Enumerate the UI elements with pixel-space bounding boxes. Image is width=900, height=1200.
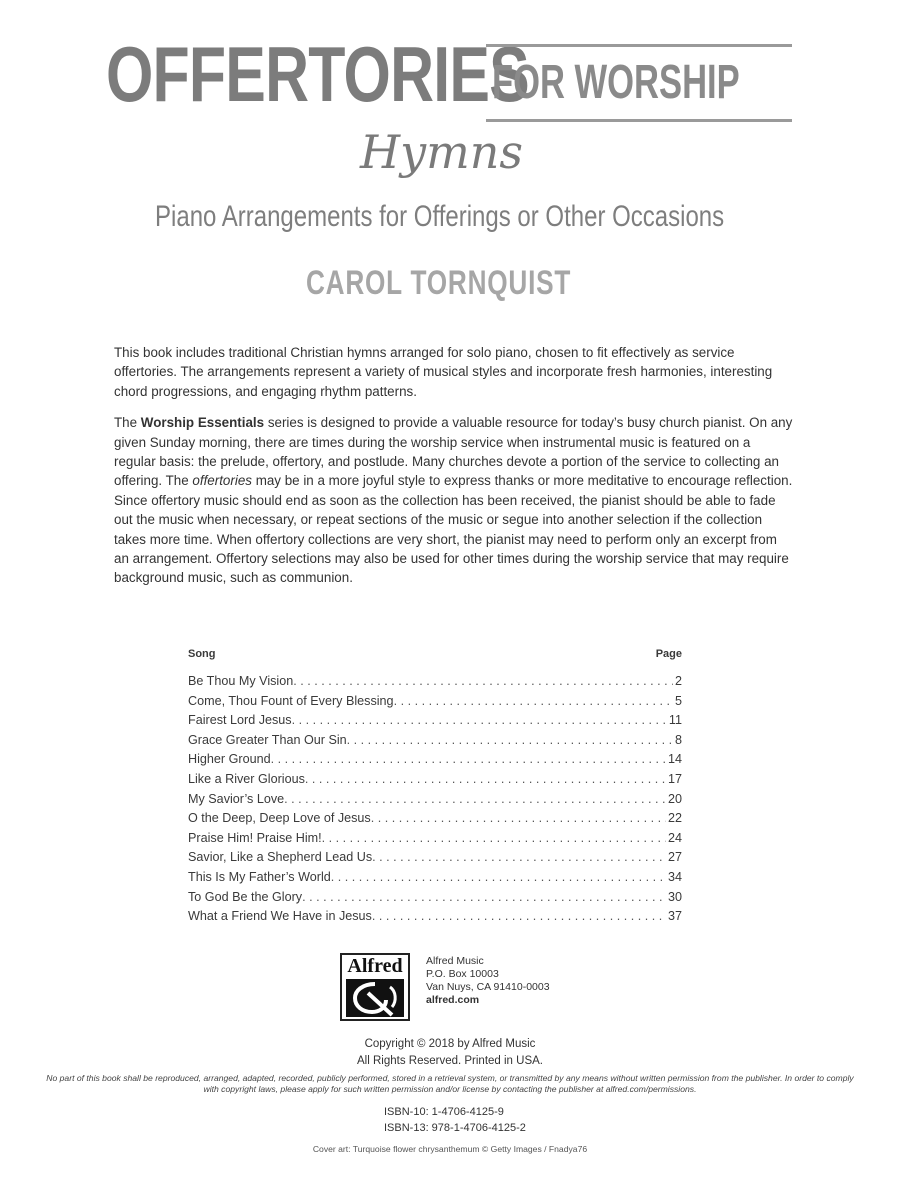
toc-page-number: 17 — [667, 771, 682, 786]
toc-song-title: Come, Thou Fount of Every Blessing — [188, 693, 394, 708]
publisher-city: Van Nuys, CA 91410-0003 — [426, 981, 550, 993]
isbn-13: ISBN-13: 978-1-4706-4125-2 — [384, 1122, 526, 1134]
toc-row — [188, 713, 682, 733]
copyright-notice — [0, 1036, 900, 1070]
toc-song-title: Be Thou My Vision — [188, 674, 294, 688]
title-for-worship: FOR WORSHIP — [492, 56, 740, 109]
toc-leader-dots — [284, 792, 666, 806]
table-of-contents — [188, 648, 682, 929]
alfred-logo-mark — [346, 979, 404, 1017]
toc-song-title: Grace Greater Than Our Sin — [188, 732, 347, 747]
toc-leader-dots — [394, 694, 673, 708]
toc-song-title: What a Friend We Have in Jesus — [188, 909, 372, 924]
subtitle-hymns: Hymns — [360, 125, 523, 179]
cover-header — [0, 0, 900, 310]
toc-page-header: Page — [655, 648, 682, 660]
toc-page-number: 14 — [667, 752, 682, 767]
toc-row — [188, 694, 682, 714]
toc-page-number: 2 — [674, 674, 682, 688]
publisher-name: Alfred Music — [426, 955, 484, 967]
copyright-line-2: All Rights Reserved. Printed in USA. — [357, 1055, 543, 1067]
toc-row — [188, 752, 682, 772]
intro-paragraph-1: This book includes traditional Christian hymns arranged for solo piano, chosen to fit effectively as service offertories. The arrangements represent a variety of musical styles and incorporate fresh harmonies, interesting chord progressions, and engaging rhythm patterns. — [114, 345, 773, 399]
toc-leader-dots — [372, 850, 666, 864]
toc-leader-dots — [305, 772, 666, 786]
toc-row — [188, 674, 682, 694]
toc-page-number: 8 — [674, 732, 682, 747]
title-offertories: OFFERTORIES — [106, 30, 529, 118]
author-name: CAROL TORNQUIST — [306, 264, 572, 302]
toc-leader-dots — [331, 870, 666, 884]
alfred-emblem-icon — [346, 979, 404, 1017]
toc-song-title: Savior, Like a Shepherd Lead Us — [188, 850, 373, 865]
legal-notice: No part of this book shall be reproduced, arranged, adapted, recorded, publicly performed, stored in a retrieval system, or transmitted by any means without written permission from the publisher. In order to comply with copyright laws, please apply for such written permission and/or license by contacting the publisher at alfred.com/permissions. — [46, 1073, 854, 1094]
publisher-block — [340, 953, 600, 1023]
tagline: Piano Arrangements for Offerings or Other Occasions — [155, 200, 725, 233]
toc-leader-dots — [322, 831, 666, 845]
toc-row — [188, 890, 682, 910]
intro-paragraph-2 — [114, 413, 794, 588]
publisher-address — [426, 955, 550, 1007]
toc-leader-dots — [271, 752, 666, 766]
title-for-worship-box — [486, 44, 792, 122]
intro-p2-lead: The — [114, 415, 141, 431]
toc-page-number: 24 — [667, 830, 682, 845]
toc-row — [188, 870, 682, 890]
toc-row — [188, 909, 682, 929]
toc-leader-dots — [372, 909, 666, 923]
toc-song-title: This Is My Father’s World — [188, 869, 331, 884]
toc-page-number: 11 — [668, 713, 682, 728]
toc-song-title: O the Deep, Deep Love of Jesus — [188, 811, 371, 826]
toc-song-title: Higher Ground — [188, 752, 271, 767]
toc-row — [188, 733, 682, 753]
publisher-website: alfred.com — [426, 994, 480, 1006]
toc-leader-dots — [302, 890, 666, 904]
alfred-logo-text: Alfred — [347, 955, 403, 977]
intro-p2-mid: series is designed to provide a valuable resource for today’s busy church pianist. On any given Sunday morning, there are times during the worship service when instrumental music is featured on a regular basis: the prelude, offertory, and postlude. Many churches devote a portion of the service to collecting an offering. The — [114, 415, 793, 489]
toc-song-title: Praise Him! Praise Him! — [188, 830, 322, 845]
isbn-block — [384, 1104, 526, 1136]
toc-row — [188, 850, 682, 870]
toc-leader-dots — [293, 674, 673, 688]
toc-row — [188, 792, 682, 812]
toc-page-number: 30 — [667, 889, 682, 904]
toc-page-number: 22 — [667, 811, 682, 826]
intro-p2-tail: may be in a more joyful style to express thanks or more meditative to encourage reflection. Since offertory music should end as soon as the collection has been received, the pianist should be able to fade out the music when necessary, or repeat sections of the music or segue into another selection if the collection takes more time. When offertory collections are very short, the pianist may need to perform only an excerpt from an arrangement. Offertory selections may also be used for other times during the worship service that may require background music, such as communion. — [114, 473, 793, 586]
toc-page-number: 27 — [667, 850, 682, 865]
toc-header — [188, 648, 682, 674]
toc-page-number: 34 — [667, 869, 682, 884]
toc-page-number: 37 — [667, 909, 682, 924]
toc-row — [188, 772, 682, 792]
toc-page-number: 5 — [674, 693, 682, 708]
toc-leader-dots — [347, 733, 673, 747]
toc-song-title: Fairest Lord Jesus — [188, 713, 292, 728]
toc-song-title: My Savior’s Love — [188, 791, 285, 806]
publisher-po-box: P.O. Box 10003 — [426, 968, 499, 980]
toc-page-number: 20 — [667, 791, 682, 806]
toc-row — [188, 831, 682, 851]
toc-leader-dots — [371, 811, 666, 825]
series-name: Worship Essentials — [140, 415, 265, 431]
intro-p2-italic: offertories — [192, 473, 252, 489]
isbn-10: ISBN-10: 1-4706-4125-9 — [384, 1106, 504, 1118]
alfred-logo — [340, 953, 410, 1021]
copyright-line-1: Copyright © 2018 by Alfred Music — [364, 1038, 536, 1050]
intro-text — [114, 343, 794, 600]
toc-song-title: To God Be the Glory — [188, 889, 303, 904]
cover-art-credit: Cover art: Turquoise flower chrysanthemum © Getty Images / Fnadya76 — [312, 1144, 588, 1154]
toc-song-header: Song — [188, 648, 216, 660]
toc-song-title: Like a River Glorious — [188, 771, 305, 786]
toc-row — [188, 811, 682, 831]
toc-leader-dots — [292, 713, 667, 727]
